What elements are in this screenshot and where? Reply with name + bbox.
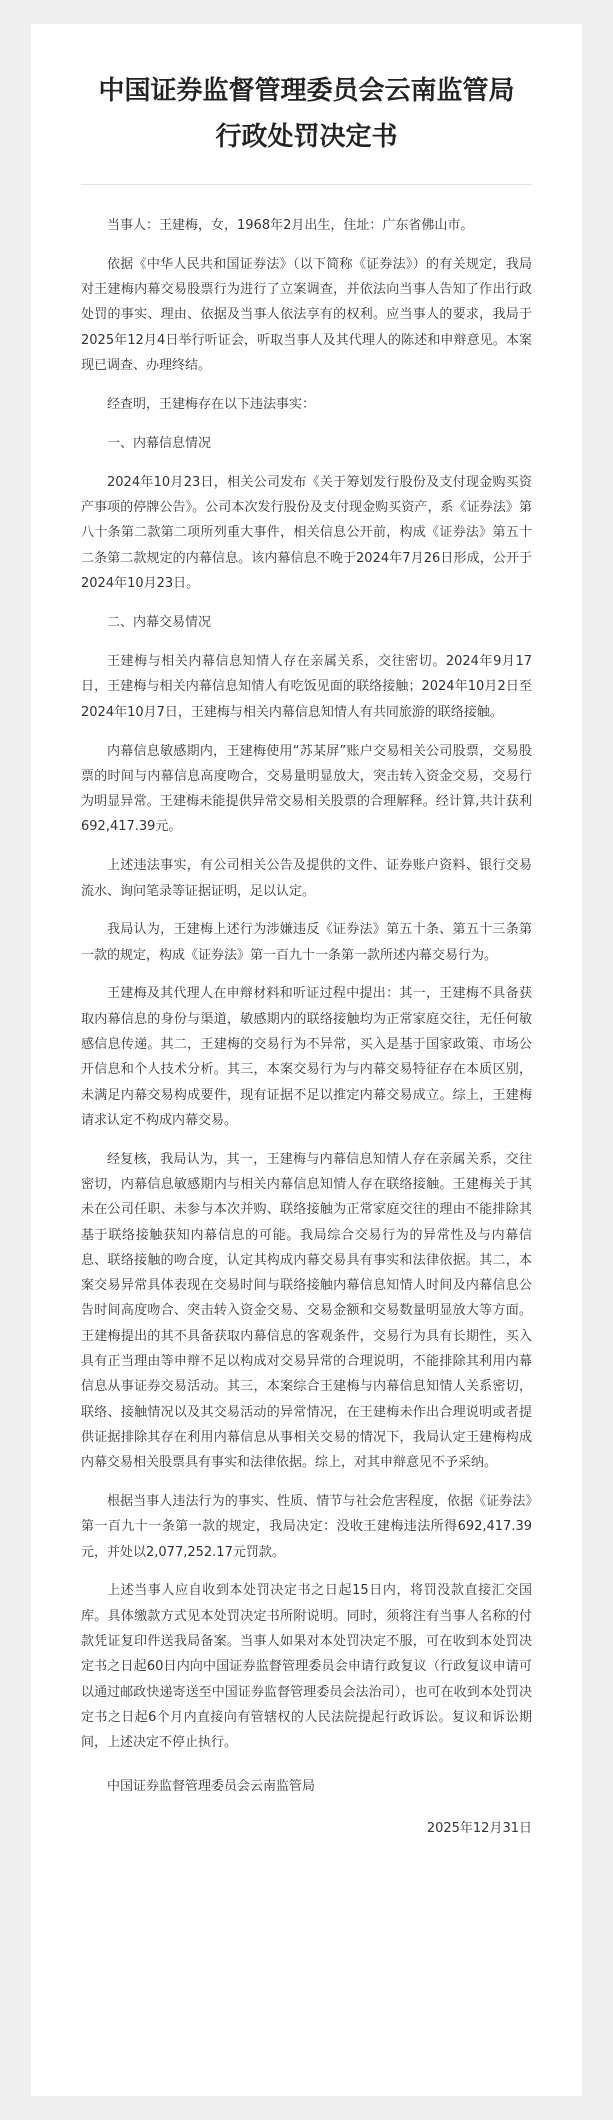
paragraph-evidence: 上述违法事实，有公司相关公告及提供的文件、证券账户资料、银行交易流水、询问笔录等证据证明，足以认定。 (81, 858, 532, 899)
paragraph-payment-appeal: 上述当事人应自收到本处罚决定书之日起15日内，将罚没款直接汇交国库。具体缴款方式见本处罚决定书所附说明。同时，须将注有当事人名称的付款凭证复印件送我局备案。当事人如果对本处罚决定不服，可在收到本处罚决定书之日起60日内向中国证券监督管理委员会申请行政复议（行政复议申请可以通过邮政快递寄送至中国证券监督管理委员会法治司），也可在收到本处罚决定书之日起6个月内直接向有管辖权的人民法院提起行政诉讼。复议和诉讼期间，上述决定不停止执行。 (81, 1583, 532, 1751)
paragraph-opinion: 我局认为，王建梅上述行为涉嫌违反《证券法》第五十条、第五十三条第一款的规定，构成《证券法》第一百九十一条第一款所述内幕交易行为。 (81, 922, 532, 963)
paragraph-decision: 根据当事人违法行为的事实、性质、情节与社会危害程度，依据《证券法》第一百九十一条第一款的规定，我局决定：没收王建梅违法所得692,417.39元，并处以2,077,252.17元罚款。 (81, 1494, 532, 1560)
paragraph-relationship: 王建梅与相关内幕信息知情人存在亲属关系，交往密切。2024年9月17日，王建梅与相关内幕信息知情人有吃饭见面的联络接触；2024年10月2日至2024年10月7日，王建梅与相关内幕信息知情人有共同旅游的联络接触。 (81, 654, 532, 720)
section-heading-insider-info: 一、内幕信息情况 (107, 435, 212, 451)
paragraph-review: 经复核，我局认为，其一，王建梅与内幕信息知情人存在亲属关系，交往密切，内幕信息敏感期内与相关内幕信息知情人存在联络接触。王建梅关于其未在公司任职、未参与本次并购、联络接触为正常家庭交往的理由不能排除其基于联络接触获知内幕信息的可能。我局综合交易行为的异常性及与内幕信息、联络接触的吻合度，认定其构成内幕交易具有事实和法律依据。其二，本案交易异常具体表现在交易时间与联络接触内幕信息知情人时间及内幕信息公告时间高度吻合、突击转入资金交易、交易金额和交易数量明显放大等方面。王建梅提出的其不具备获取内幕信息的客观条件，交易行为具有长期性，买入具有正当理由等申辩不足以构成对交易异常的合理说明，不能排除其利用内幕信息从事证券交易活动。其三，本案综合王建梅与内幕信息知情人关系密切，联络、接触情况以及其交易活动的异常情况，在王建梅未作出合理说明或者提供证据排除其存在利用内幕信息从事相关交易的情况下，我局认定王建梅构成内幕交易相关股票具有事实和法律依据。综上，对其申辩意见不予采纳。 (81, 1151, 532, 1471)
section-heading-insider-trading: 二、内幕交易情况 (107, 614, 212, 630)
issuing-authority: 中国证券监督管理委员会云南监管局 (107, 1778, 316, 1794)
paragraph-insider-info: 2024年10月23日，相关公司发布《关于筹划发行股份及支付现金购买资产事项的停牌公告》。公司本次发行股份及支付现金购买资产，系《证券法》第八十条第二款第二项所列重大事件，相关信息公开前，构成《证券法》第五十二条第二款规定的内幕信息。该内幕信息不晚于2024年7月26日形成，公开于2024年10月23日。 (81, 474, 532, 592)
paragraph-findings-intro: 经查明，王建梅存在以下违法事实： (107, 396, 316, 412)
document-date: 2025年12月31日 (426, 1820, 532, 1836)
document-page (31, 24, 582, 2096)
document-body (81, 213, 532, 1799)
paragraph-trading: 内幕信息敏感期内，王建梅使用“苏某屏”账户交易相关公司股票，交易股票的时间与内幕信息高度吻合，交易量明显放大，突击转入资金交易，交易行为明显异常。王建梅未能提供异常交易相关股票的合理解释。经计算,共计获利692,417.39元。 (81, 743, 532, 835)
title-divider (81, 184, 532, 185)
paragraph-defense: 王建梅及其代理人在申辩材料和听证过程中提出：其一，王建梅不具备获取内幕信息的身份与渠道，敏感期内的联络接触均为正常家庭交往，无任何敏感信息传递。其二，王建梅的交易行为不异常，买入是基于国家政策、市场公开信息和个人技术分析。其三，本案交易行为与内幕交易特征存在本质区别，未满足内幕交易构成要件，现有证据不足以推定内幕交易成立。综上，王建梅请求认定不构成内幕交易。 (81, 986, 532, 1128)
title-line-2: 行政处罚决定书 (215, 122, 398, 152)
title-line-1: 中国证券监督管理委员会云南监管局 (98, 76, 515, 106)
paragraph-party: 当事人：王建梅，女，1968年2月出生，住址：广东省佛山市。 (107, 218, 474, 233)
document-title (81, 68, 532, 160)
paragraph-basis: 依据《中华人民共和国证券法》（以下简称《证券法》）的有关规定，我局对王建梅内幕交易股票行为进行了立案调查，并依法向当事人告知了作出行政处罚的事实、理由、依据及当事人依法享有的权利。应当事人的要求，我局于2025年12月4日举行听证会，听取当事人及其代理人的陈述和申辩意见。本案现已调查、办理终结。 (81, 256, 532, 373)
